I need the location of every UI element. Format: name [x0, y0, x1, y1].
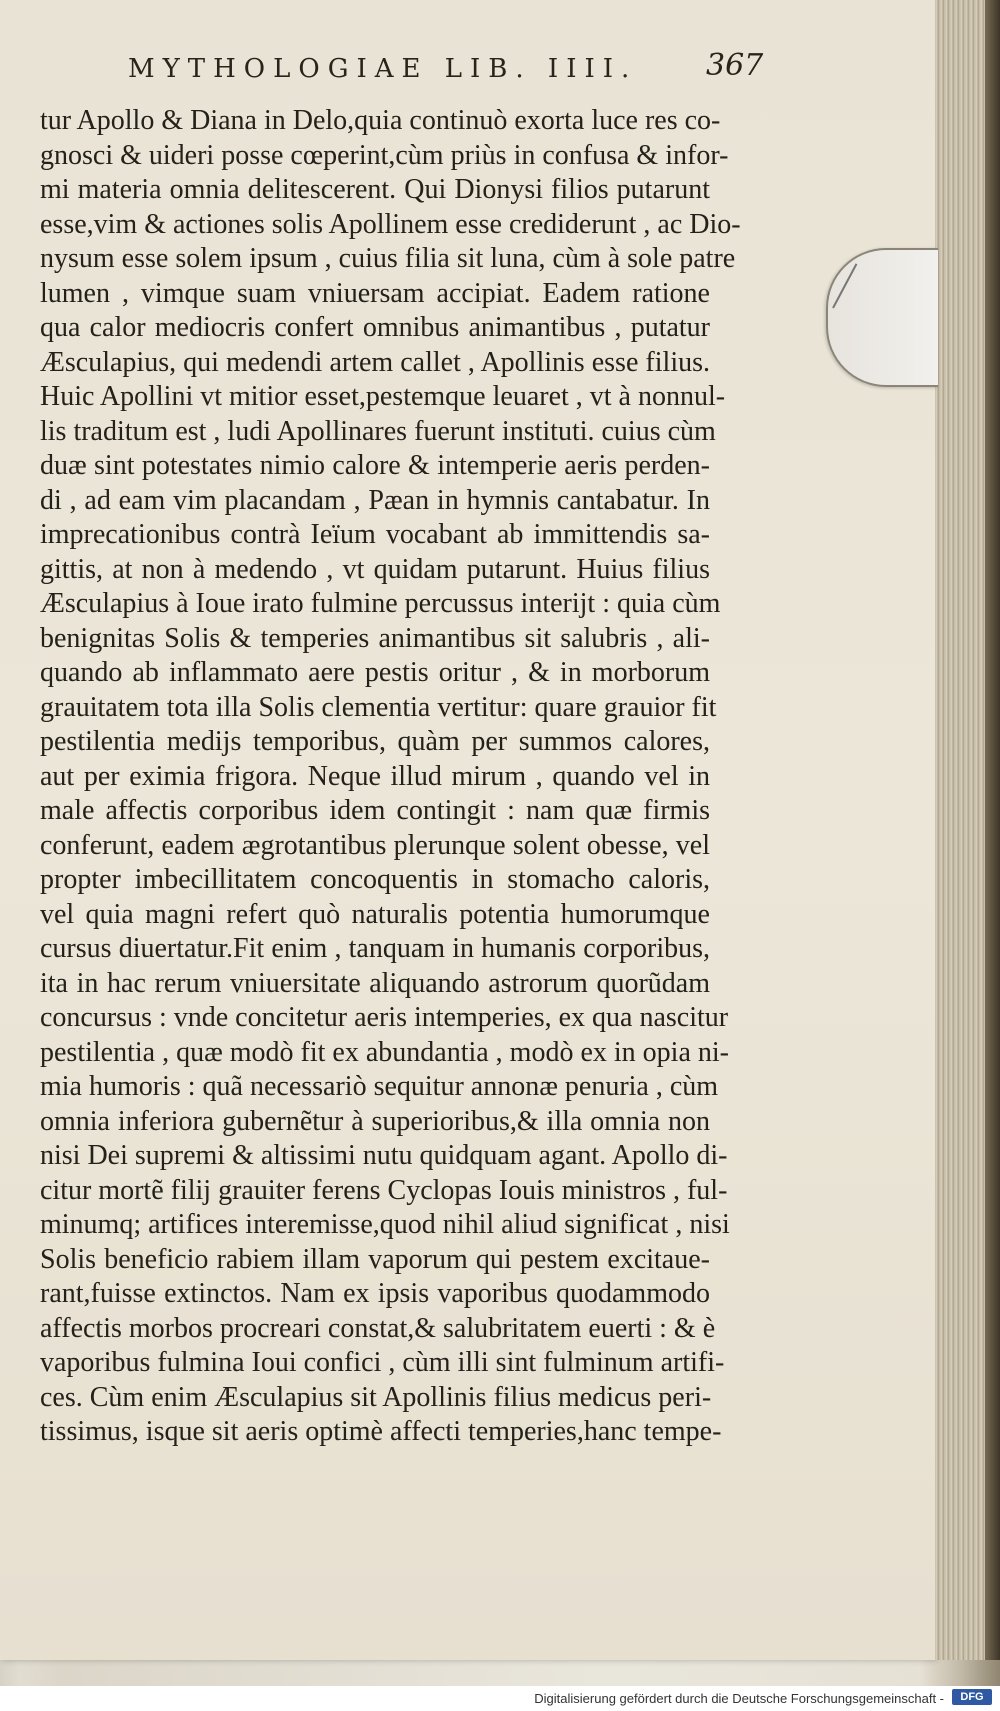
text-line: rant,fuisse extinctos. Nam ex ipsis vaporibus quodammodo	[40, 1278, 710, 1309]
text-line: omnia inferiora gubernẽtur à superioribus,& illa omnia non	[40, 1105, 710, 1137]
page-number: 367	[706, 48, 764, 83]
text-line: qua calor mediocris confert omnibus animantibus , putatur	[40, 312, 710, 343]
text-line: esse,vim & actiones solis Apollinem esse crediderunt , ac Dio-	[40, 208, 741, 240]
text-line: benignitas Solis & temperies animantibus sit salubris , ali-	[40, 622, 710, 654]
text-line: tissimus, isque sit aeris optimè affecti temperies,hanc tempe-	[40, 1416, 722, 1447]
text-line: mia humoris : quã necessariò sequitur annonæ penuria , cùm	[40, 1071, 719, 1102]
text-line: pestilentia medijs temporibus, quàm per summos calores,	[40, 726, 710, 757]
text-line: mi materia omnia delitescerent. Qui Dionysi filios putarunt	[40, 174, 710, 205]
bookmark-strip	[826, 248, 938, 387]
body-text	[40, 104, 741, 1450]
text-line: cursus diuertatur.Fit enim , tanquam in humanis corporibus,	[40, 933, 710, 964]
text-line: citur mortẽ filij grauiter ferens Cyclopas Iouis ministros , ful-	[40, 1174, 728, 1206]
text-line: vel quia magni refert quò naturalis potentia humorumque	[40, 898, 710, 930]
text-line: grauitatem tota illa Solis clementia vertitur: quare grauior fit	[40, 691, 717, 723]
text-line: affectis morbos procreari constat,& salubritatem euerti : & è	[40, 1312, 716, 1344]
text-line: gnosci & uideri posse cœperint,cùm priùs in confusa & infor-	[40, 139, 729, 171]
digitization-credit: Digitalisierung gefördert durch die Deutsche Forschungsgemeinschaft -	[534, 1691, 944, 1706]
text-line: lumen , vimque suam vniuersam accipiat. Eadem ratione	[40, 277, 710, 309]
text-line: ita in hac rerum vniuersitate aliquando astrorum quorũdam	[40, 967, 710, 999]
text-line: nysum esse solem ipsum , cuius filia sit luna, cùm à sole patre	[40, 243, 736, 274]
text-line: aut per eximia frigora. Neque illud mirum , quando vel in	[40, 760, 710, 792]
text-line: concursus : vnde concitetur aeris intemperies, ex qua nascitur	[40, 1002, 729, 1033]
text-line: gittis, at non à medendo , vt quidam putarunt. Huius filius	[40, 553, 710, 585]
text-line: male affectis corporibus idem contingit : nam quæ firmis	[40, 795, 710, 826]
text-line: Solis beneficio rabiem illam vaporum qui pestem excitaue-	[40, 1243, 710, 1275]
text-line: di , ad eam vim placandam , Pæan in hymnis cantabatur. In	[40, 484, 710, 516]
text-line: tur Apollo & Diana in Delo,quia continuò exorta luce res co-	[40, 105, 721, 136]
text-line: Æsculapius à Ioue irato fulmine percussus interijt : quia cùm	[40, 588, 721, 619]
book-cover-edge	[985, 0, 1000, 1660]
running-header: MYTHOLOGIAE LIB. IIII.	[128, 54, 638, 84]
text-line: Huic Apollini vt mitior esset,pestemque leuaret , vt à nonnul-	[40, 381, 726, 412]
dfg-logo: DFG	[952, 1689, 992, 1705]
text-line: nisi Dei supremi & altissimi nutu quidquam agant. Apollo di-	[40, 1140, 728, 1171]
text-line: Æsculapius, qui medendi artem callet , Apollinis esse filius.	[40, 346, 710, 378]
text-line: lis traditum est , ludi Apollinares fuerunt instituti. cuius cùm	[40, 415, 716, 447]
text-line: quando ab inflammato aere pestis oritur , & in morborum	[40, 657, 710, 688]
text-line: pestilentia , quæ modò fit ex abundantia , modò ex in opia ni-	[40, 1036, 729, 1068]
text-line: vaporibus fulmina Ioui confici , cùm illi sint fulminum artifi-	[40, 1347, 725, 1378]
text-line: propter imbecillitatem concoquentis in stomacho caloris,	[40, 864, 710, 895]
text-line: duæ sint potestates nimio calore & intemperie aeris perden-	[40, 450, 710, 481]
text-line: imprecationibus contrà Ieïum vocabant ab immittendis sa-	[40, 519, 710, 550]
text-line: ces. Cùm enim Æsculapius sit Apollinis filius medicus peri-	[40, 1381, 712, 1413]
text-line: conferunt, eadem ægrotantibus plerunque solent obesse, vel	[40, 829, 710, 861]
text-line: minumq; artifices interemisse,quod nihil aliud significat , nisi	[40, 1209, 730, 1240]
